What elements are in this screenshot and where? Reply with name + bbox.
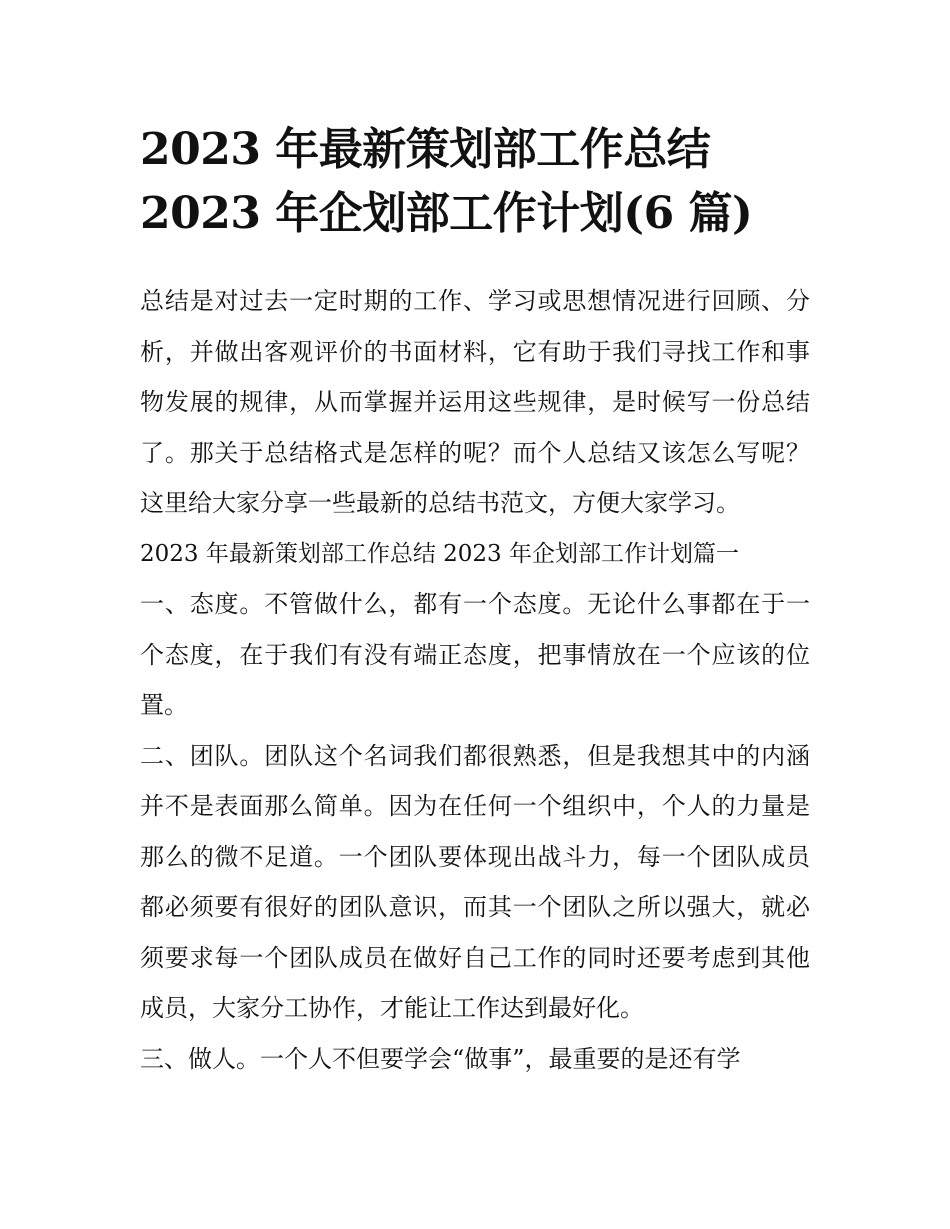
intro-paragraph: 总结是对过去一定时期的工作、学习或思想情况进行回顾、分析，并做出客观评价的书面材料，它有助于我们寻找工作和事物发展的规律，从而掌握并运用这些规律，是时候写一份总结了。那关于总结格式是怎样的呢？而个人总结又该怎么写呢？这里给大家分享一些最新的总结书范文，方便大家学习。 [140,287,810,517]
paragraph-team: 二、团队。团队这个名词我们都很熟悉，但是我想其中的内涵并不是表面那么简单。因为在任何一个组织中，个人的力量是那么的微不足道。一个团队要体现出战斗力，每一个团队成员都必须要有很好的团队意识，而其一个团队之所以强大，就必须要求每一个团队成员在做好自己工作的同时还要考虑到其他成员，大家分工协作，才能让工作达到最好化。 [140,741,810,1022]
paragraph-conduct: 三、做人。一个人不但要学会“做事”，最重要的是还有学 [140,1044,741,1073]
document-title [140,118,830,246]
paragraph-attitude: 一、态度。不管做什么，都有一个态度。无论什么事都在于一个态度，在于我们有没有端正态度，把事情放在一个应该的位置。 [140,590,810,719]
title-line-1: 2023 年最新策划部工作总结 [140,124,711,175]
title-line-2: 2023 年企划部工作计划(6 篇) [140,188,753,239]
section-heading: 2023 年最新策划部工作总结 2023 年企划部工作计划篇一 [140,540,739,567]
document-body [140,276,810,1084]
